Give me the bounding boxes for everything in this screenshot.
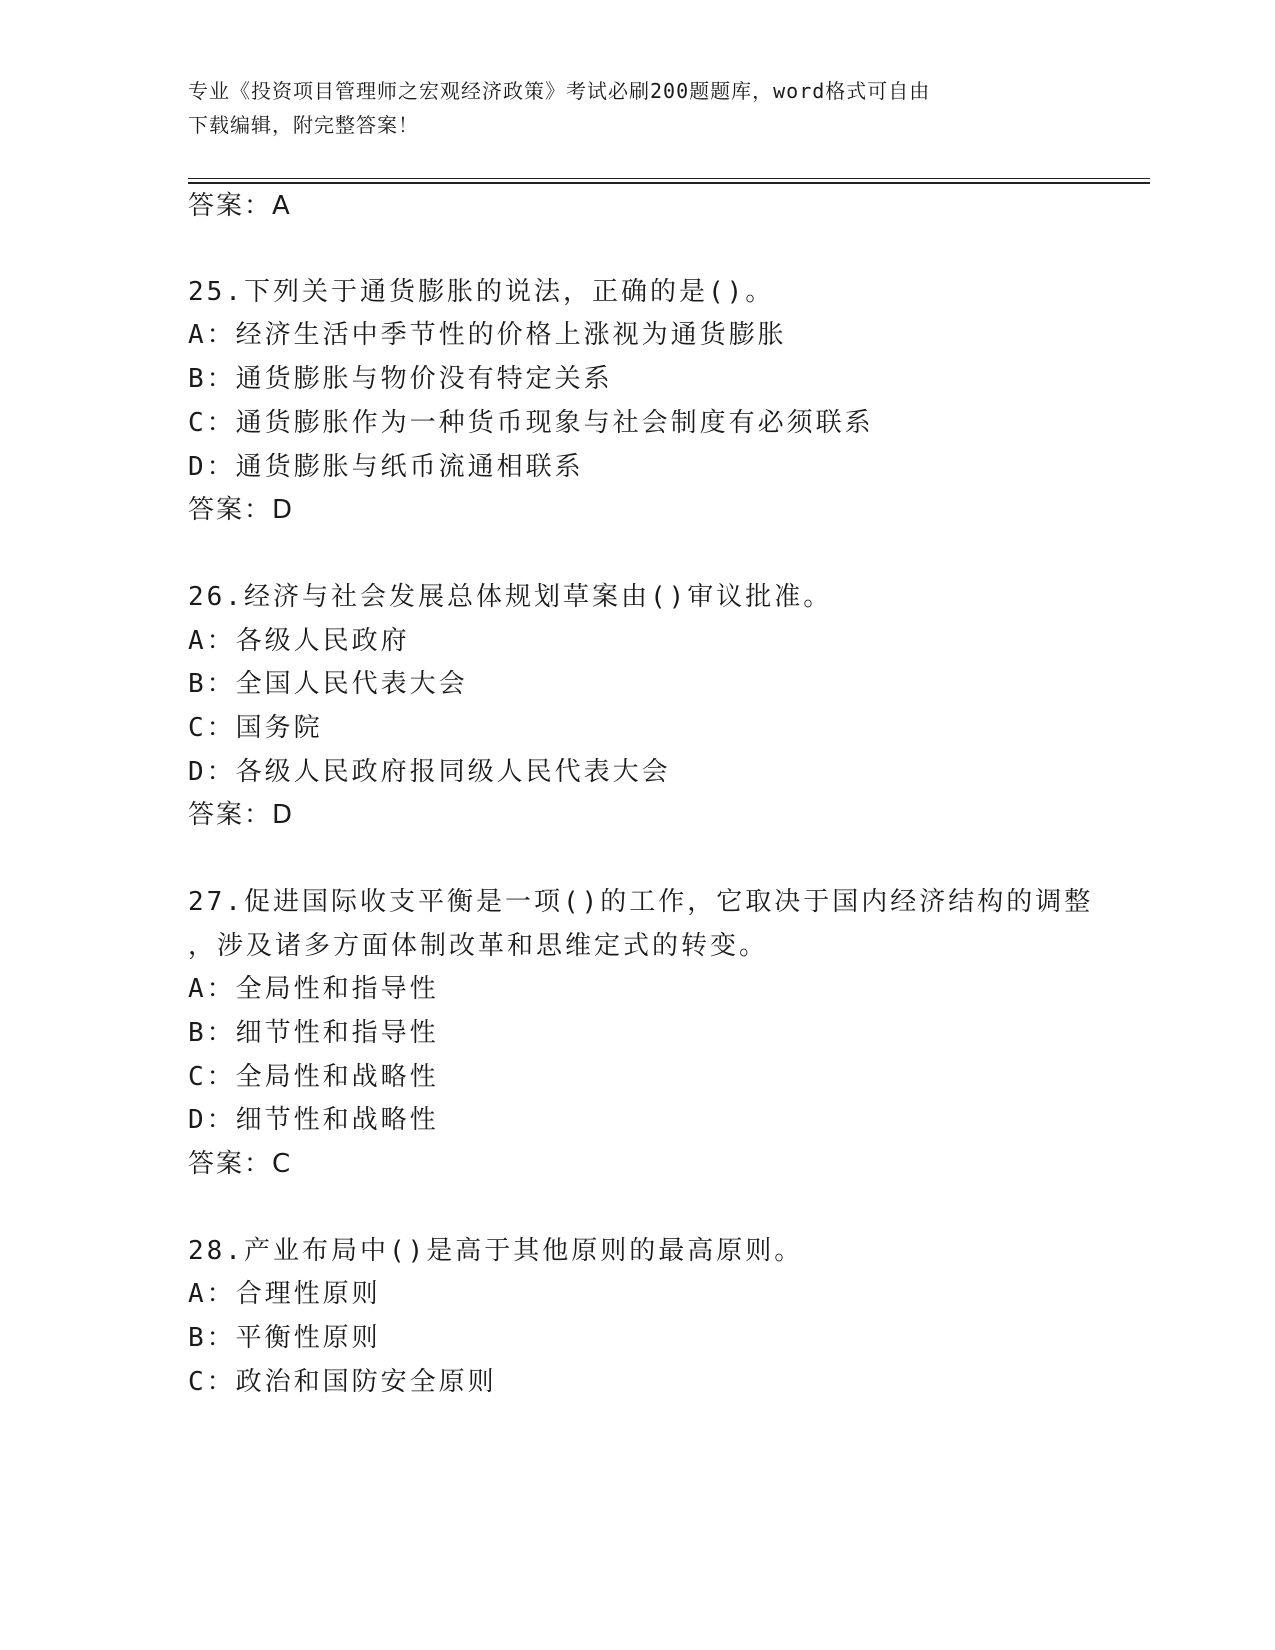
option-b: B：细节性和指导性 — [188, 1018, 439, 1048]
option-a: A：合理性原则 — [188, 1279, 381, 1309]
question-stem: 27.促进国际收支平衡是一项()的工作，它取决于国内经济结构的调整 — [188, 887, 1094, 917]
header-divider-thin — [188, 178, 1150, 179]
option-a: A：经济生活中季节性的价格上涨视为通货膨胀 — [188, 320, 787, 350]
document-header — [188, 74, 1068, 142]
header-line-2: 下载编辑，附完整答案！ — [188, 113, 419, 137]
answer-line: 答案：A — [188, 191, 292, 221]
option-c: C：国务院 — [188, 713, 323, 743]
option-c: C：政治和国防安全原则 — [188, 1367, 497, 1397]
question-stem-continuation: ，涉及诸多方面体制改革和思维定式的转变。 — [188, 931, 769, 961]
question-stem: 26.经济与社会发展总体规划草案由()审议批准。 — [188, 582, 833, 612]
option-b: B：平衡性原则 — [188, 1323, 381, 1353]
answer-line: 答案：C — [188, 1149, 293, 1179]
option-a: A：全局性和指导性 — [188, 974, 439, 1004]
question-stem: 25.下列关于通货膨胀的说法，正确的是()。 — [188, 277, 775, 307]
option-b: B：全国人民代表大会 — [188, 669, 468, 699]
option-c: C：全局性和战略性 — [188, 1062, 439, 1092]
answer-line: 答案：D — [188, 800, 295, 830]
question-stem: 28.产业布局中()是高于其他原则的最高原则。 — [188, 1236, 804, 1266]
option-d: D：通货膨胀与纸币流通相联系 — [188, 452, 584, 482]
option-d: D：各级人民政府报同级人民代表大会 — [188, 757, 671, 787]
option-a: A：各级人民政府 — [188, 626, 410, 656]
header-divider-thick — [188, 182, 1150, 184]
header-line-1: 专业《投资项目管理师之宏观经济政策》考试必刷200题题库，word格式可自由 — [188, 79, 931, 103]
option-d: D：细节性和战略性 — [188, 1105, 439, 1135]
option-c: C：通货膨胀作为一种货币现象与社会制度有必须联系 — [188, 408, 874, 438]
answer-line: 答案：D — [188, 495, 295, 525]
option-b: B：通货膨胀与物价没有特定关系 — [188, 364, 613, 394]
